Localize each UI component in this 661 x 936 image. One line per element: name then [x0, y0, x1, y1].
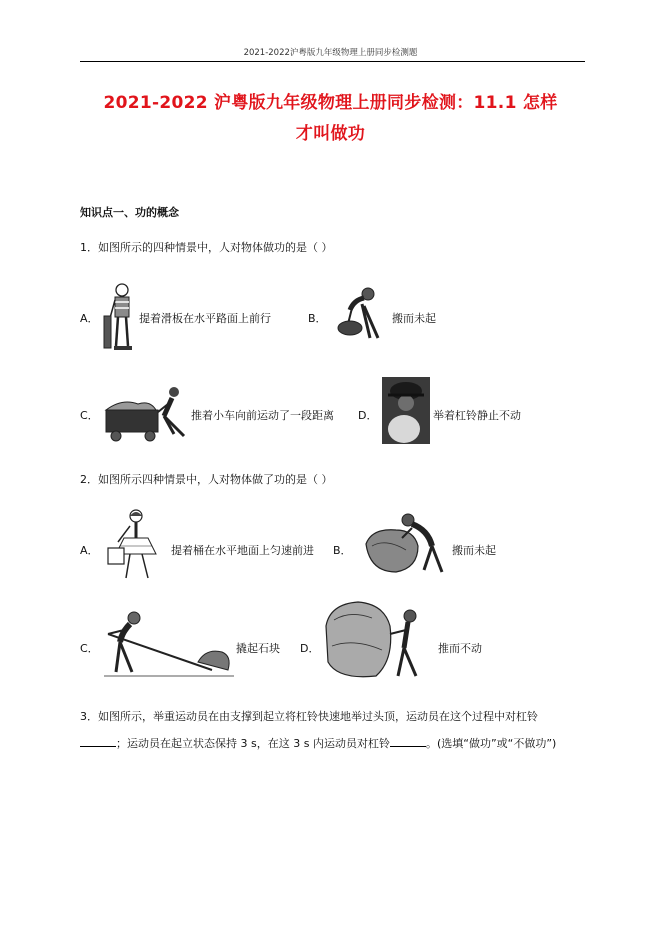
q2-option-b-caption: 搬而未起	[452, 544, 496, 557]
q1-option-d-caption: 举着杠铃静止不动	[433, 409, 521, 422]
q2-option-d-letter: D．	[300, 642, 320, 655]
q1-option-c-caption: 推着小车向前运动了一段距离	[191, 409, 334, 422]
document-title-line-2: 才叫做功	[295, 124, 366, 144]
question-2-stem: 2．如图所示四种情景中，人对物体做了功的是（ ）	[80, 473, 333, 486]
header-rule	[80, 61, 585, 62]
q2-d-pushing-rock-figure	[320, 596, 430, 684]
q2-option-b-letter: B．	[333, 544, 352, 557]
q2-option-a-caption: 提着桶在水平地面上匀速前进	[171, 544, 314, 557]
q1-option-d-letter: D．	[358, 409, 378, 422]
running-header: 2021-2022沪粤版九年级物理上册同步检测题	[243, 48, 418, 58]
q3-blank-1[interactable]	[80, 736, 116, 747]
question-3-stem-line-2	[80, 736, 600, 751]
q3-stem-part-a: 3．如图所示，举重运动员在由支撑到起立将杠铃快速地举过头顶，运动员在这个过程中对杠铃	[80, 710, 538, 723]
q2-option-d-caption: 推而不动	[438, 642, 482, 655]
q2-a-bucket-figure	[104, 508, 166, 582]
q1-d-barbell-photo	[382, 377, 430, 444]
q3-blank-2[interactable]	[390, 736, 426, 747]
document-title-line-1: 2021-2022 沪粤版九年级物理上册同步检测：11.1 怎样	[103, 93, 558, 113]
q1-a-skateboard-figure	[100, 282, 142, 354]
q3-stem-part-b1: ；运动员在起立状态保持 3 s，在这 3 s 内运动员对杠铃	[116, 737, 390, 750]
q1-c-cart-figure	[102, 384, 190, 444]
q2-b-boulder-figure	[362, 510, 448, 582]
q1-option-a-caption: 提着滑板在水平路面上前行	[139, 312, 271, 325]
q1-option-c-letter: C．	[80, 409, 99, 422]
question-1-stem: 1．如图所示的四种情景中，人对物体做功的是（ ）	[80, 241, 333, 254]
question-3-stem	[80, 710, 590, 724]
q2-option-a-letter: A．	[80, 544, 99, 557]
q1-option-b-letter: B．	[308, 312, 327, 325]
q2-option-c-caption: 撬起石块	[236, 642, 280, 655]
section-heading: 知识点一、功的概念	[80, 206, 179, 219]
q3-stem-part-b2: 。(选填“做功”或“不做功”)	[425, 737, 557, 750]
q2-c-lever-figure	[94, 608, 240, 682]
q2-option-c-letter: C．	[80, 642, 99, 655]
q1-b-lifting-figure	[334, 284, 384, 342]
q1-option-a-letter: A．	[80, 312, 99, 325]
q1-option-b-caption: 搬而未起	[392, 312, 436, 325]
